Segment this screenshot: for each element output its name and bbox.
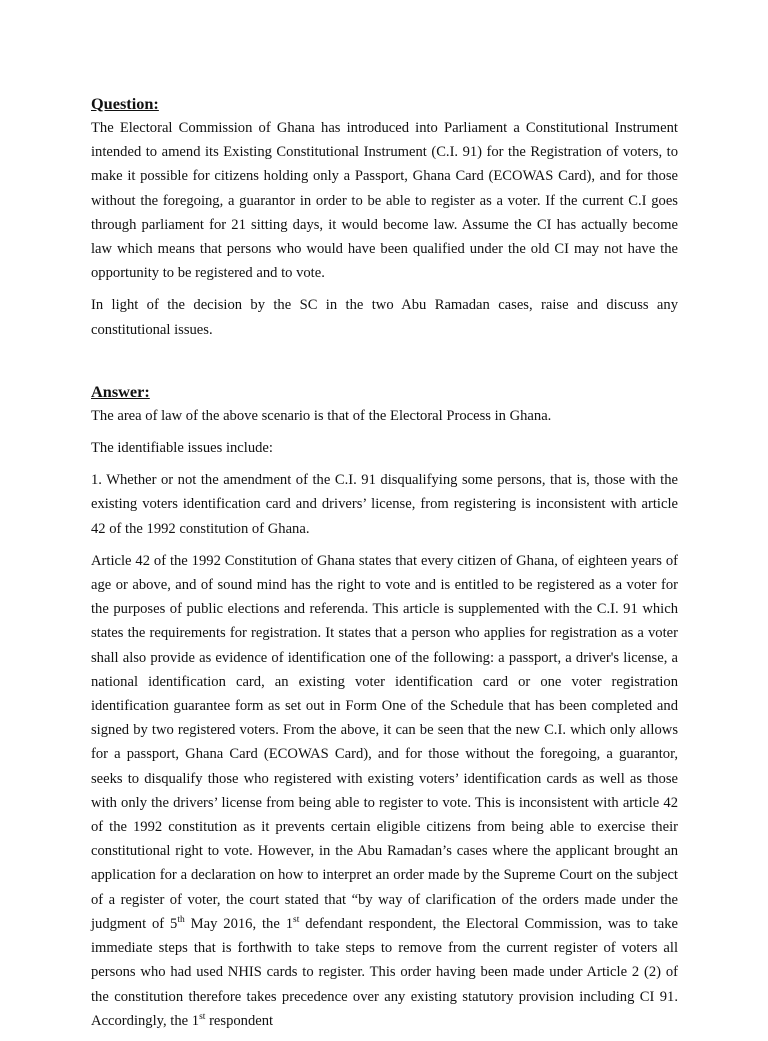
answer-paragraph-3: 1. Whether or not the amendment of the C.I. 91 disqualifying some persons, that is, those with the existing voters identification card and drivers’ license, from registering is inconsistent with article 42 of the 1992 constitution of Ghana. xyxy=(91,472,678,537)
superscript-st-2: st xyxy=(199,1011,206,1022)
question-paragraph-1: The Electoral Commission of Ghana has introduced into Parliament a Constitutional Instrument intended to amend its Existing Constitutional Instrument (C.I. 91) for the Registration of voters, to make it possible for citizens holding only a Passport, Ghana Card (ECOWAS Card), and for those without the foregoing, a guarantor in order to be able to register as a voter. If the current C.I goes through parliament for 21 sitting days, it would become law. Assume the CI has actually become law which means that persons who would have been qualified under the old CI may not have the opportunity to be registered and to vote. xyxy=(91,120,678,282)
answer-paragraph-4 xyxy=(91,549,678,1033)
answer-p4-text-b: May 2016, the 1 xyxy=(184,915,294,932)
answer-heading: Answer: xyxy=(91,381,150,401)
answer-paragraph-2: The identifiable issues include: xyxy=(91,440,273,457)
question-heading: Question: xyxy=(91,94,159,113)
section-spacer xyxy=(91,350,678,380)
answer-p4-text-c: defendant respondent, the Electoral Commission, was to take immediate steps that is forthwith to take steps to remove from the current register of voters all persons who had used NHIS cards to register. This order having been made under Article 2 (2) of the constitution therefore takes precedence over any existing statutory provision including CI 91. Accordingly, the 1 xyxy=(91,915,678,1029)
superscript-st-1: st xyxy=(293,915,300,926)
answer-paragraph-1: The area of law of the above scenario is that of the Electoral Process in Ghana. xyxy=(91,407,552,424)
answer-p4-text-d: respondent xyxy=(205,1012,274,1029)
superscript-th: th xyxy=(177,915,185,926)
question-paragraph-2: In light of the decision by the SC in the two Abu Ramadan cases, raise and discuss any constitutional issues. xyxy=(91,297,678,338)
document-page xyxy=(91,92,678,1041)
answer-p4-text-a: Article 42 of the 1992 Constitution of Ghana states that every citizen of Ghana, of eighteen years of age or above, and of sound mind has the right to vote and is entitled to be registered as a voter for the purposes of public elections and referenda. This article is supplemented with the C.I. 91 which states the requirements for registration. It states that a person who applies for registration as a voter shall also provide as evidence of identification one of the following: a passport, a driver's license, a national identification card, an existing voter identification card or one voter registration identification guarantee form as set out in Form One of the Schedule that has been completed and signed by two registered voters. From the above, it can be seen that the new C.I. which only allows for a passport, Ghana Card (ECOWAS Card), and for those without the foregoing, a guarantor, seeks to disqualify those who registered with existing voters’ identification cards as well as those with only the drivers’ license from being able to register to vote. This is inconsistent with article 42 of the 1992 constitution as it prevents certain eligible citizens from being able to exercise their constitutional right to vote. However, in the Abu Ramadan’s cases where the applicant brought an application for a declaration on how to interpret an order made by the Supreme Court on the subject of a register of voter, the court stated that “by way of clarification of the orders made under the judgment of 5 xyxy=(91,552,678,932)
